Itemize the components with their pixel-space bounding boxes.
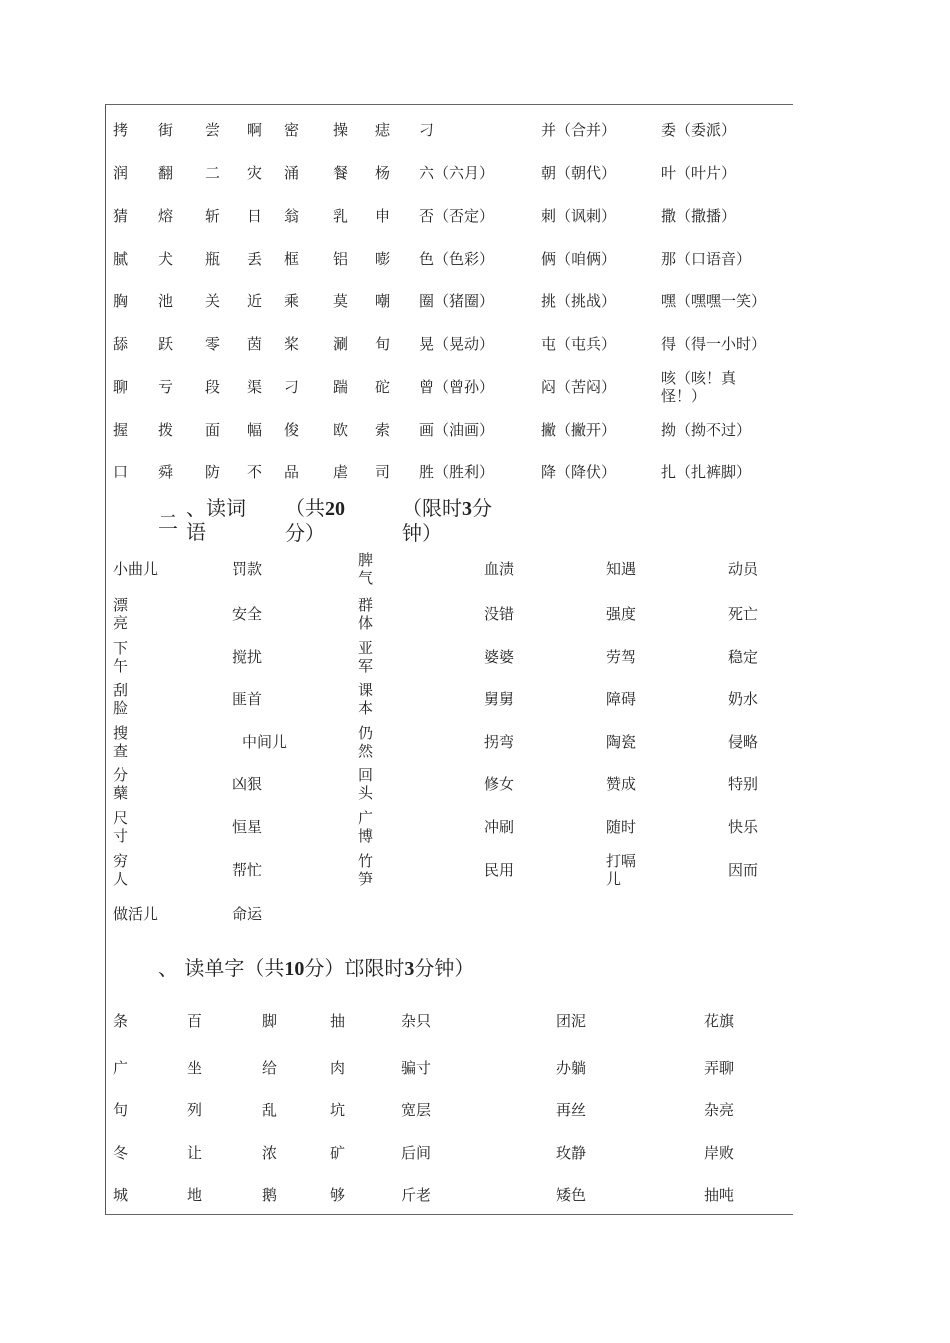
word-cell: 桨 <box>284 335 300 353</box>
word-cell: 婆婆 <box>484 648 515 666</box>
word-cell: 穷人 <box>113 852 129 888</box>
word-cell: 办躺 <box>556 1059 587 1077</box>
word-cell: 翻 <box>158 164 174 182</box>
top-rule <box>105 104 793 105</box>
word-cell: 小曲儿 <box>113 560 159 578</box>
word-cell: 矿 <box>330 1144 346 1162</box>
word-cell: 跃 <box>158 335 174 353</box>
word-cell: 命运 <box>232 905 263 923</box>
word-cell: 斩 <box>205 207 221 225</box>
word-cell: 润 <box>113 164 129 182</box>
word-cell: 做活儿 <box>113 905 159 923</box>
word-cell: 六（六月） <box>419 164 495 182</box>
word-cell: 竹笋 <box>358 852 374 888</box>
word-cell: 冬 <box>113 1144 129 1162</box>
word-cell: 修女 <box>484 775 515 793</box>
word-cell: 回头 <box>358 766 374 802</box>
word-cell: 旬 <box>375 335 391 353</box>
word-cell: 聊 <box>113 378 129 396</box>
word-cell: 画（油画） <box>419 421 495 439</box>
word-cell: 屯（屯兵） <box>541 335 617 353</box>
word-cell: 欧 <box>333 421 349 439</box>
word-cell: 杂亮 <box>704 1101 735 1119</box>
word-cell: 面 <box>205 421 221 439</box>
word-cell: 弄聊 <box>704 1059 735 1077</box>
word-cell: 乱 <box>262 1101 278 1119</box>
word-cell: 尺寸 <box>113 809 129 845</box>
word-cell: 亚军 <box>358 639 374 675</box>
word-cell: 刁 <box>284 378 300 396</box>
word-cell: 餐 <box>333 164 349 182</box>
word-cell: 幅 <box>247 421 263 439</box>
word-cell: 杂只 <box>401 1012 432 1030</box>
word-cell: 动员 <box>728 560 759 578</box>
word-cell: 分蘖 <box>113 766 129 802</box>
word-cell: 广 <box>113 1059 129 1077</box>
word-cell: 俩（咱俩） <box>541 250 617 268</box>
heading-time-limit: （限时3分钟） <box>402 496 492 545</box>
word-cell: 花旗 <box>704 1012 735 1030</box>
word-cell: 亏 <box>158 378 174 396</box>
word-cell: 中间儿 <box>242 733 288 751</box>
word-cell: 乳 <box>333 207 349 225</box>
word-cell: 让 <box>187 1144 203 1162</box>
word-cell: 斤老 <box>401 1186 432 1204</box>
word-cell: 段 <box>205 378 221 396</box>
word-cell: 肉 <box>330 1059 346 1077</box>
word-cell: 随时 <box>606 818 637 836</box>
word-cell: 脾气 <box>358 551 374 587</box>
word-cell: 街 <box>158 121 174 139</box>
word-cell: 防 <box>205 463 221 481</box>
word-cell: 搜查 <box>113 724 129 760</box>
word-cell: 拗（拗不过） <box>661 421 752 439</box>
word-cell: 俊 <box>284 421 300 439</box>
word-cell: 帮忙 <box>232 861 263 879</box>
word-cell: 舜 <box>158 463 174 481</box>
word-cell: 圈（猪圈） <box>419 292 495 310</box>
word-cell: 翁 <box>284 207 300 225</box>
word-cell: 熔 <box>158 207 174 225</box>
word-cell: 撇（撇开） <box>541 421 617 439</box>
word-cell: 刁 <box>419 121 435 139</box>
word-cell: 并（合并） <box>541 121 617 139</box>
word-cell: 浓 <box>262 1144 278 1162</box>
word-cell: 群体 <box>358 596 374 632</box>
word-cell: 抽 <box>330 1012 346 1030</box>
word-cell: 列 <box>187 1101 203 1119</box>
word-cell: 够 <box>330 1186 346 1204</box>
word-cell: 操 <box>333 121 349 139</box>
word-cell: 挑（挑战） <box>541 292 617 310</box>
word-cell: 否（否定） <box>419 207 495 225</box>
word-cell: 仍然 <box>358 724 374 760</box>
word-cell: 陶瓷 <box>606 733 637 751</box>
word-cell: 砣 <box>375 378 391 396</box>
word-cell: 脚 <box>262 1012 278 1030</box>
word-cell: 刮脸 <box>113 681 129 717</box>
word-cell: 密 <box>284 121 300 139</box>
word-cell: 骗寸 <box>401 1059 432 1077</box>
word-cell: 涮 <box>333 335 349 353</box>
word-cell: 莫 <box>333 292 349 310</box>
word-cell: 框 <box>284 250 300 268</box>
word-cell: 恒星 <box>232 818 263 836</box>
word-cell: 痣 <box>375 121 391 139</box>
word-cell: 扎（扎裤脚） <box>661 463 752 481</box>
word-cell: 腻 <box>113 250 129 268</box>
word-cell: 口 <box>113 463 129 481</box>
word-cell: 下午 <box>113 639 129 675</box>
word-cell: 城 <box>113 1186 129 1204</box>
word-cell: 得（得一小时） <box>661 335 767 353</box>
word-cell: 团泥 <box>556 1012 587 1030</box>
word-cell: 奶水 <box>728 690 759 708</box>
word-cell: 闷（苦闷） <box>541 378 617 396</box>
word-cell: 坑 <box>330 1101 346 1119</box>
word-cell: 胸 <box>113 292 129 310</box>
word-cell: 涌 <box>284 164 300 182</box>
word-cell: 匪首 <box>232 690 263 708</box>
word-cell: 因而 <box>728 861 759 879</box>
word-cell: 劳驾 <box>606 648 637 666</box>
word-cell: 再丝 <box>556 1101 587 1119</box>
word-cell: 舔 <box>113 335 129 353</box>
word-cell: 坐 <box>187 1059 203 1077</box>
bottom-rule <box>105 1214 793 1215</box>
word-cell: 快乐 <box>728 818 759 836</box>
word-cell: 踹 <box>333 378 349 396</box>
word-cell: 血渍 <box>484 560 515 578</box>
word-cell: 安全 <box>232 605 263 623</box>
word-cell: 握 <box>113 421 129 439</box>
word-cell: 拨 <box>158 421 174 439</box>
word-cell: 那（口语音） <box>661 250 752 268</box>
word-cell: 障碍 <box>606 690 637 708</box>
word-cell: 晃（晃动） <box>419 335 495 353</box>
word-cell: 叶（叶片） <box>661 164 737 182</box>
word-cell: 侵略 <box>728 733 759 751</box>
word-cell: 不 <box>247 463 263 481</box>
word-cell: 后间 <box>401 1144 432 1162</box>
word-cell: 索 <box>375 421 391 439</box>
heading-score: （共20分） <box>285 496 345 545</box>
word-cell: 民用 <box>484 861 515 879</box>
word-cell: 尝 <box>205 121 221 139</box>
word-cell: 没错 <box>484 605 515 623</box>
word-cell: 罚款 <box>232 560 263 578</box>
word-cell: 池 <box>158 292 174 310</box>
word-cell: 零 <box>205 335 221 353</box>
heading-title: 、读词语 <box>186 496 246 544</box>
word-cell: 撒（撒播） <box>661 207 737 225</box>
word-cell: 啊 <box>247 121 263 139</box>
word-cell: 玫静 <box>556 1144 587 1162</box>
word-cell: 强度 <box>606 605 637 623</box>
word-cell: 凶狠 <box>232 775 263 793</box>
word-cell: 咳（咳！真怪！） <box>661 369 737 405</box>
word-cell: 特别 <box>728 775 759 793</box>
word-cell: 乘 <box>284 292 300 310</box>
word-cell: 品 <box>284 463 300 481</box>
word-cell: 搅扰 <box>232 648 263 666</box>
word-cell: 赞成 <box>606 775 637 793</box>
word-cell: 给 <box>262 1059 278 1077</box>
word-cell: 胜（胜利） <box>419 463 495 481</box>
word-cell: 渠 <box>247 378 263 396</box>
word-cell: 司 <box>375 463 391 481</box>
word-cell: 朝（朝代） <box>541 164 617 182</box>
word-cell: 嘭 <box>375 250 391 268</box>
word-cell: 茵 <box>247 335 263 353</box>
section-heading-read-single-characters: 、 读单字（共10分）邙限时3分钟） <box>158 956 475 980</box>
word-cell: 句 <box>113 1101 129 1119</box>
word-cell: 关 <box>205 292 221 310</box>
word-cell: 课本 <box>358 681 374 717</box>
word-cell: 宽层 <box>401 1101 432 1119</box>
word-cell: 矮色 <box>556 1186 587 1204</box>
word-cell: 犬 <box>158 250 174 268</box>
word-cell: 杨 <box>375 164 391 182</box>
word-cell: 近 <box>247 292 263 310</box>
word-cell: 日 <box>247 207 263 225</box>
word-cell: 虐 <box>333 463 349 481</box>
heading-number: 二 <box>158 510 178 534</box>
word-cell: 地 <box>187 1186 203 1204</box>
word-cell: 广博 <box>358 809 374 845</box>
word-cell: 灾 <box>247 164 263 182</box>
word-cell: 嘲 <box>375 292 391 310</box>
word-cell: 冲刷 <box>484 818 515 836</box>
word-cell: 拐弯 <box>484 733 515 751</box>
word-cell: 打嗝儿 <box>606 852 637 888</box>
word-cell: 铝 <box>333 250 349 268</box>
word-cell: 色（色彩） <box>419 250 495 268</box>
word-cell: 曾（曾孙） <box>419 378 495 396</box>
word-cell: 申 <box>375 207 391 225</box>
word-cell: 猜 <box>113 207 129 225</box>
word-cell: 嘿（嘿嘿一笑） <box>661 292 767 310</box>
word-cell: 舅舅 <box>484 690 515 708</box>
word-cell: 岸败 <box>704 1144 735 1162</box>
word-cell: 降（降伏） <box>541 463 617 481</box>
word-cell: 委（委派） <box>661 121 737 139</box>
word-cell: 漂亮 <box>113 596 129 632</box>
word-cell: 百 <box>187 1012 203 1030</box>
word-cell: 拷 <box>113 121 129 139</box>
word-cell: 二 <box>205 164 221 182</box>
document-frame <box>105 104 794 1214</box>
word-cell: 死亡 <box>728 605 759 623</box>
word-cell: 知遇 <box>606 560 637 578</box>
word-cell: 条 <box>113 1012 129 1030</box>
word-cell: 丢 <box>247 250 263 268</box>
word-cell: 刺（讽刺） <box>541 207 617 225</box>
word-cell: 抽吨 <box>704 1186 735 1204</box>
word-cell: 鹅 <box>262 1186 278 1204</box>
word-cell: 瓶 <box>205 250 221 268</box>
word-cell: 稳定 <box>728 648 759 666</box>
